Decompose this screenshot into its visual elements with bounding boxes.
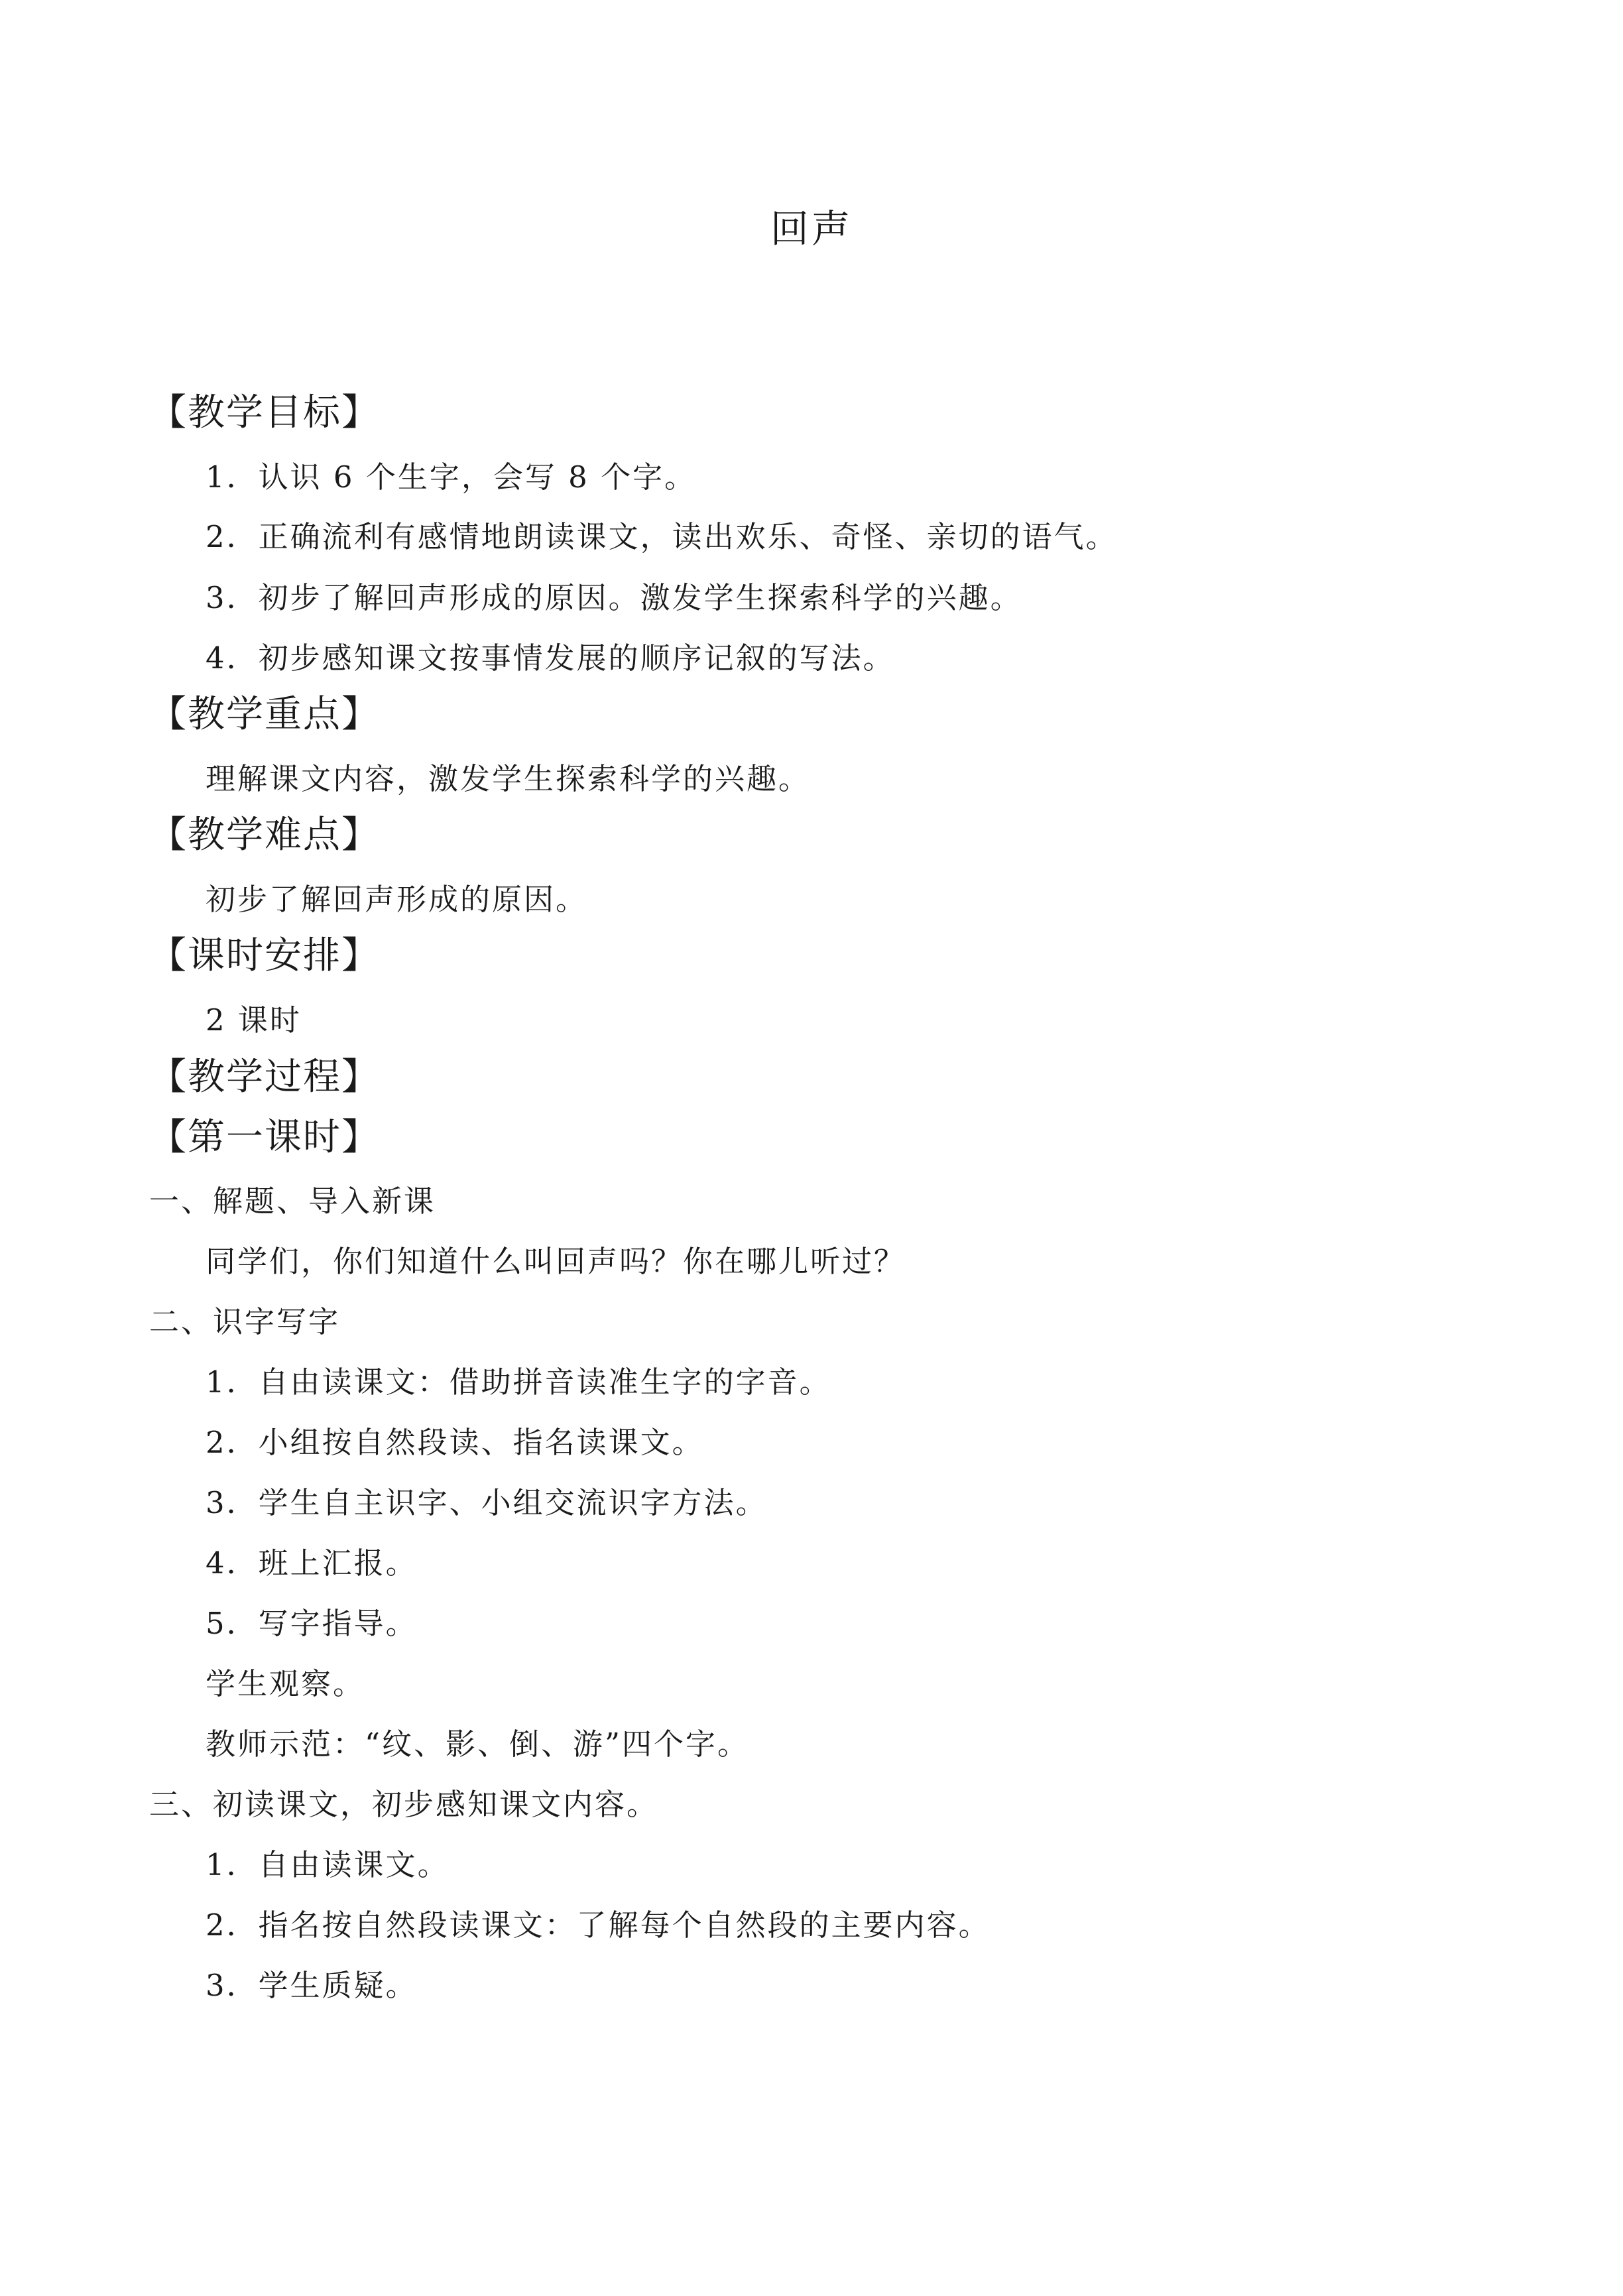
- section-2-note-demo: 教师示范：“纹、影、倒、游”四个字。: [206, 1726, 750, 1762]
- goal-item-2: 2．正确流利有感情地朗读课文，读出欢乐、奇怪、亲切的语气。: [206, 519, 1118, 554]
- schedule-text: 2 课时: [206, 1002, 302, 1038]
- section-2-item-2: 2．小组按自然段读、指名读课文。: [206, 1425, 704, 1460]
- heading-key-points: 【教学重点】: [149, 693, 380, 736]
- heading-schedule: 【课时安排】: [149, 934, 380, 977]
- section-3-item-1: 1．自由读课文。: [206, 1847, 450, 1882]
- section-3-title: 三、初读课文，初步感知课文内容。: [149, 1787, 659, 1822]
- section-2-item-5: 5．写字指导。: [206, 1606, 418, 1641]
- section-1-title: 一、解题、导入新课: [149, 1183, 436, 1219]
- heading-difficulties: 【教学难点】: [149, 814, 380, 857]
- section-2-item-1: 1．自由读课文：借助拼音读准生字的字音。: [206, 1364, 831, 1400]
- goal-item-1: 1．认识 6 个生字，会写 8 个字。: [206, 459, 697, 495]
- heading-first-lesson: 【第一课时】: [149, 1116, 380, 1159]
- difficulties-text: 初步了解回声形成的原因。: [206, 882, 588, 917]
- section-1-text: 同学们，你们知道什么叫回声吗？你在哪儿听过？: [206, 1244, 906, 1279]
- goal-item-4: 4．初步感知课文按事情发展的顺序记叙的写法。: [206, 640, 895, 676]
- goal-item-3: 3．初步了解回声形成的原因。激发学生探索科学的兴趣。: [206, 580, 1022, 615]
- section-2-title: 二、识字写字: [149, 1304, 341, 1339]
- section-2-note-observe: 学生观察。: [206, 1666, 365, 1701]
- heading-process: 【教学过程】: [149, 1056, 380, 1099]
- heading-teaching-goals: 【教学目标】: [149, 391, 380, 434]
- section-2-item-3: 3．学生自主识字、小组交流识字方法。: [206, 1485, 768, 1520]
- page-title: 回声: [770, 206, 853, 251]
- key-points-text: 理解课文内容，激发学生探索科学的兴趣。: [206, 761, 811, 796]
- section-2-item-4: 4．班上汇报。: [206, 1545, 418, 1581]
- section-3-item-3: 3．学生质疑。: [206, 1968, 418, 2003]
- section-3-item-2: 2．指名按自然段读课文：了解每个自然段的主要内容。: [206, 1907, 991, 1943]
